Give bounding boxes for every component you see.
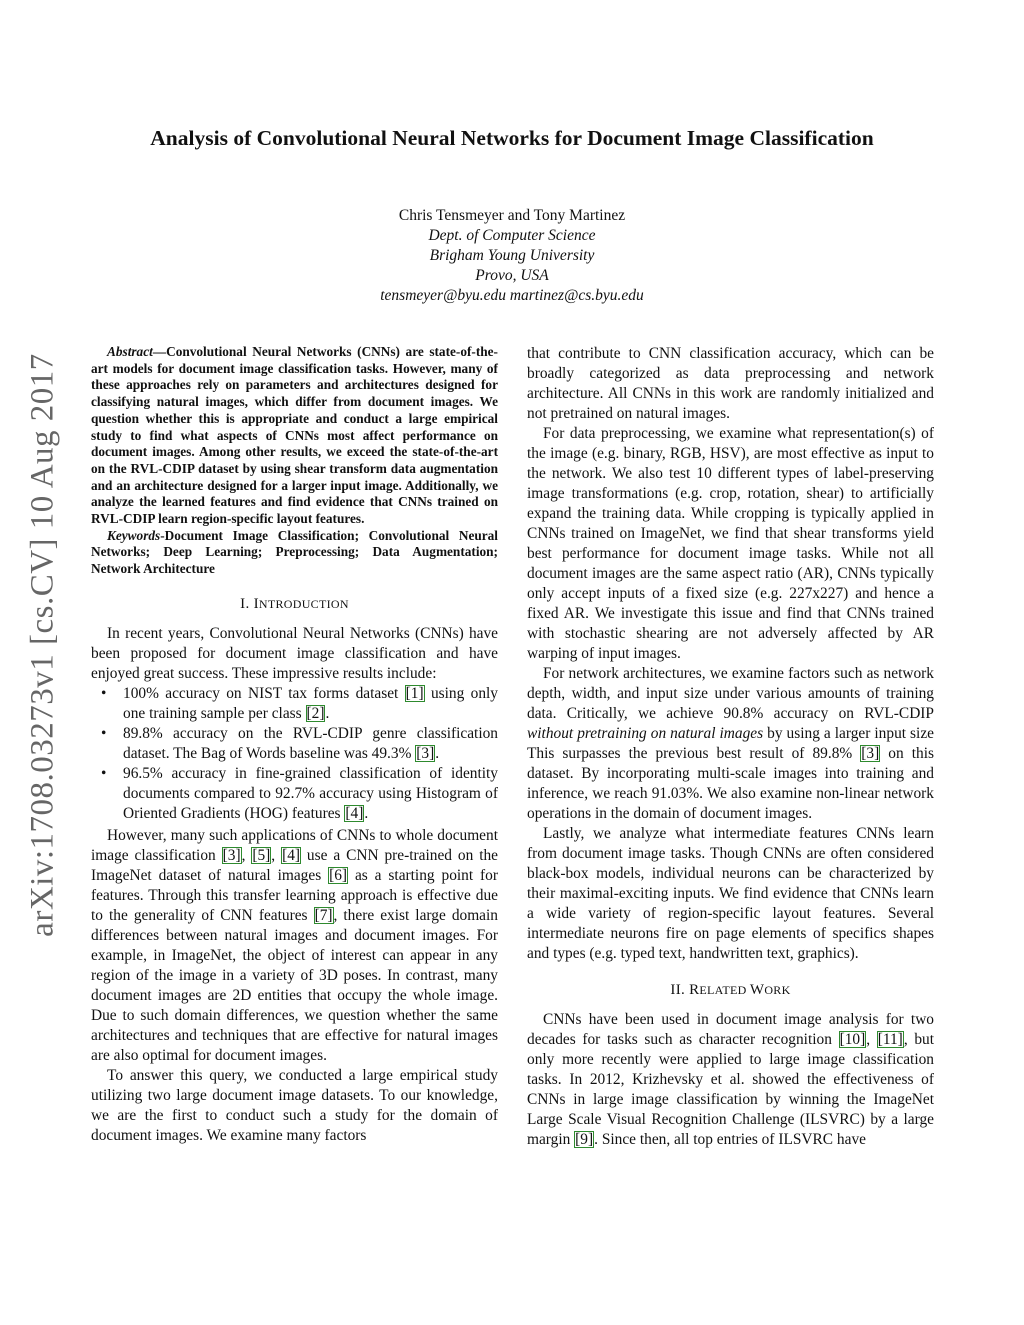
abstract-label: Abstract (107, 344, 153, 359)
author-dept: Dept. of Computer Science (428, 227, 596, 244)
right-column (527, 344, 934, 1150)
intro-paragraph-6: Lastly, we analyze what intermediate features CNNs learn from document image tasks. Though CNNs are often considered black-box models, individual neurons can be characterized by their maximal-exciting inputs. We find evidence that CNNs learn a wide variety of region-specific layout features. Several intermediate neurons fire on page elements of specifics shapes and types (e.g. typed text, handwritten text, graphics). (527, 825, 934, 962)
list-item: • 89.8% accuracy on the RVL-CDIP genre classification dataset. The Bag of Words baseline was 49.3% [3]. (123, 724, 498, 764)
author-university: Brigham Young University (429, 247, 595, 264)
intro-paragraph-5: For network architectures, we examine factors such as network depth, width, and input size under various amounts of training data. Critically, we achieve 90.8% accuracy on RVL-CDIP without pretraining on natural images by using a larger input size This surpasses the previous best result of 89.8% [3] on this dataset. By incorporating multi-scale images into training and inference, we reach 91.03%. We also examine non-linear network operations in the domain of document images. (527, 665, 934, 822)
citation-link[interactable]: [1] (405, 684, 424, 702)
abstract (91, 344, 498, 528)
abstract-text: —Convolutional Neural Networks (CNNs) are state-of-the-art models for document image classification tasks. However, many of these approaches rely on parameters and architectures designed for classifying natural images, which differ from document images. We question whether this is appropriate and conduct a large empirical study to find what aspects of CNNs most affect performance on document images. Among other results, we exceed the state-of-the-art on the RVL-CDIP dataset by using shear transform data augmentation and an architecture designed for a larger input image. Additionally, we analyze the learned features and find evidence that CNNs trained on RVL-CDIP learn region-specific layout features. (91, 344, 498, 527)
author-names: Chris Tensmeyer and Tony Martinez (398, 207, 626, 224)
list-item: • 96.5% accuracy in fine-grained classification of identity documents compared to 92.7% accuracy using Histogram of Oriented Gradients (HOG) features [4]. (123, 764, 498, 824)
citation-link[interactable]: [6] (329, 866, 348, 884)
citation-link[interactable]: [10] (839, 1031, 866, 1048)
left-column (91, 344, 498, 1146)
citation-link[interactable]: [11] (877, 1031, 903, 1048)
citation-link[interactable]: [4] (345, 804, 364, 822)
results-list (91, 684, 498, 824)
citation-link[interactable]: [9] (575, 1131, 594, 1148)
author-block (300, 206, 724, 306)
arxiv-sidebar-id: arXiv:1708.03273v1 [cs.CV] 10 Aug 2017 (24, 353, 61, 937)
intro-paragraph-2: However, many such applications of CNNs to whole document image classification [3], [5], [4] use a CNN pre-trained on the ImageNet dataset of natural images [6] as a starting point for features. Through this transfer learning approach is effective due to the generality of CNN features [7], there exist large domain differences between natural images and document images. For example, in ImageNet, the object of interest can appear in any region of the image in a variety of 3D poses. In contrast, many document images are 2D entities that occupy the whole image. Due to such domain differences, we question whether the same architectures and techniques that are effective for natural images are also optimal for document images. (91, 826, 498, 1064)
section-heading-introduction: I. INTRODUCTION (240, 595, 349, 612)
keywords (91, 528, 498, 578)
citation-link[interactable]: [7] (314, 906, 333, 924)
section-heading-related-work: II. RELATED WORK (670, 982, 791, 998)
intro-paragraph-1: In recent years, Convolutional Neural Networks (CNNs) have been proposed for document image classification and have enjoyed great success. These impressive results include: (91, 624, 498, 682)
citation-link[interactable]: [2] (306, 704, 325, 722)
author-location: Provo, USA (475, 267, 549, 284)
intro-paragraph-3-cont: that contribute to CNN classification accuracy, which can be broadly categorized as data preprocessing and network architecture. All CNNs in this work are randomly initialized and not pretrained on natural images. (527, 345, 934, 422)
paper-title: Analysis of Convolutional Neural Networks for Document Image Classification (150, 126, 874, 150)
keywords-text: -Document Image Classification; Convolutional Neural Networks; Deep Learning; Preprocessing; Data Augmentation; Network Architecture (91, 527, 498, 577)
citation-link[interactable]: [3] (222, 846, 241, 864)
related-paragraph-1: CNNs have been used in document image analysis for two decades for tasks such as character recognition [10], [11], but only more recently were applied to large image classification tasks. In 2012, Krizhevsky et al. showed the effectiveness of CNNs in large image classification by winning the ImageNet Large Scale Visual Recognition Challenge (ILSVRC) by a large margin [9]. Since then, all top entries of ILSVRC have (527, 1011, 934, 1148)
list-item: • 100% accuracy on NIST tax forms dataset [1] using only one training sample per class [2]. (123, 684, 498, 724)
keywords-label: Keywords (107, 527, 161, 543)
intro-paragraph-4: For data preprocessing, we examine what representation(s) of the image (e.g. binary, RGB, HSV), are most effective as input to the network. We also test 10 different types of label-preserving image transformations (e.g. crop, rotation, shear) to artificially expand the training data. While cropping is typically applied in CNNs trained on ImageNet, we find that shear transforms yield best performance for document image tasks. While not all document images are the same aspect ratio (AR), CNNs typically only accept inputs of a fixed size (e.g. 227x227) and hence a fixed AR. We investigate this issue and find that CNNs trained with stochastic shearing are not adversely affected by AR warping of input images. (527, 425, 934, 662)
intro-paragraph-3: To answer this query, we conducted a large empirical study utilizing two large document image datasets. To our knowledge, we are the first to conduct such a study for the domain of document images. We examine many factors (91, 1066, 498, 1144)
citation-link[interactable]: [3] (861, 745, 880, 762)
citation-link[interactable]: [5] (252, 846, 271, 864)
citation-link[interactable]: [4] (282, 846, 301, 864)
author-emails[interactable]: tensmeyer@byu.edu martinez@cs.byu.edu (380, 287, 644, 304)
citation-link[interactable]: [3] (416, 744, 435, 762)
